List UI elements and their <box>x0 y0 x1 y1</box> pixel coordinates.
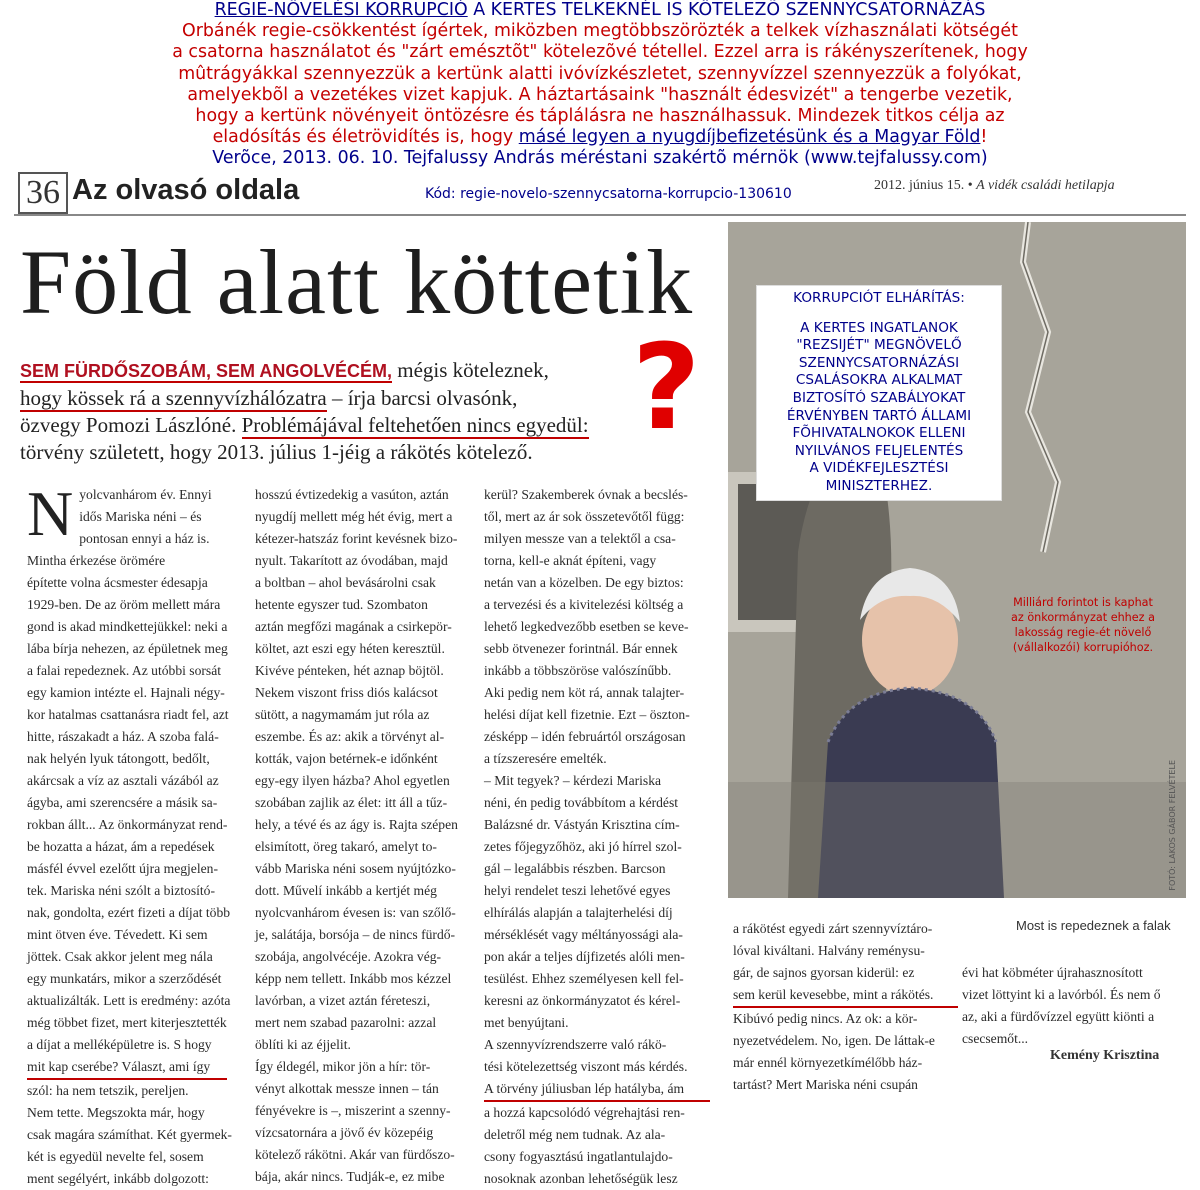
lead-line-3-underlined: Problémájával feltehetően nincs egyedül: <box>241 413 589 437</box>
column-line: sem kerül kevesebbe, mint a rákötés. <box>733 984 958 1008</box>
banner-line-2: Orbánék regie-csökkentést ígértek, miközben megtöbbszörözték a telkek vízhasználati kötségét <box>182 21 1018 42</box>
header-banner <box>0 0 1200 170</box>
column-line: a hozzá kapcsolódó végrehajtási ren- <box>484 1105 685 1120</box>
column-line: nak, gondolta, ezért fizeti a díjat több <box>27 905 231 920</box>
column-line: Nekem viszont friss diós kalácsot <box>255 685 438 700</box>
column-line: torna, kell-e aknát építeni, vagy <box>484 553 657 568</box>
lead-line-2-underlined: hogy kössek rá a szennyvízhálózatra <box>20 386 327 410</box>
column-line: szobája, angolvécéje. Azokra vég- <box>255 949 442 964</box>
banner-line-3: a csatorna használatot és "zárt emésztõt" kötelezõvé tétellel. Ezzel arra is rákényszerítenek, hogy <box>172 42 1028 63</box>
banner-line-7-underlined: másé legyen a nyugdíjbefizetésünk és a Magyar Föld <box>518 127 981 148</box>
column-line: keresni az önkormányzatot és kérel- <box>484 993 681 1008</box>
red-note-line: lakosság regie-ét növelő <box>1014 626 1152 639</box>
column-line: csony fogyasztású ingatlantulajdo- <box>484 1149 673 1164</box>
ground-shadow <box>728 782 1186 898</box>
column-line: nyult. Takarított az óvodában, majd <box>255 553 448 568</box>
article-column-5 <box>962 962 1182 1050</box>
column-line: be hozatta a házat, ám a repedések <box>27 839 215 854</box>
banner-line-5: amelyekbõl a vezetékes vizet kapjuk. A háztartásaink "használt édesvizét" a tengerbe vezetik, <box>187 84 1013 105</box>
lead-line-4: törvény született, hogy 2013. július 1-jéig a rákötés kötelező. <box>20 440 533 464</box>
column-line: pon akár a teljes díjfizetés alóli men- <box>484 949 685 964</box>
column-line: met benyújtani. <box>484 1015 569 1030</box>
column-line: Kivéve pénteken, hét aznap böjtöl. <box>255 663 444 678</box>
lead-line-2-rest: – írja barcsi olvasónk, <box>326 386 518 410</box>
document-code: Kód: regie-novelo-szennycsatorna-korrupcio-130610 <box>425 186 792 202</box>
column-line: Kibúvó pedig nincs. Az ok: a kör- <box>733 1011 918 1026</box>
column-line: nyolcvanhárom évesen is: van szőlő- <box>255 905 456 920</box>
notice-line: NYILVÁNOS FELJELENTÉS <box>794 442 964 459</box>
banner-line-4: mûtrágyákkal szennyezzük a kertünk alatti ivóvízkészletet, szennyvízzel szennyezzük a folyókat, <box>178 63 1022 84</box>
column-line: vényt alkottak messze innen – tán <box>255 1081 439 1096</box>
column-line: lába bírja nehezen, az épületnek meg <box>27 641 228 656</box>
column-line: gál – legalábbis részben. Barcson <box>484 861 666 876</box>
photo-credit: FOTÓ: LAKOS GÁBOR FELVÉTELE <box>1168 760 1177 891</box>
column-line: tési kötelezettség viszont más kérdés. <box>484 1059 688 1074</box>
red-note-line: (vállalkozói) korrupióhoz. <box>1012 641 1154 654</box>
column-line: szól: ha nem tetszik, pereljen. <box>27 1083 189 1098</box>
column-line: építette volna ácsmester édesapja <box>27 575 208 590</box>
column-line: másfél évvel ezelőtt újra megjelen- <box>27 861 218 876</box>
column-line: netán van a közelben. De egy biztos: <box>484 575 684 590</box>
column-line: nosoknak azonban lehetőségük lesz <box>484 1171 678 1186</box>
column-line: jöttek. Csak akkor jelent meg nála <box>27 949 213 964</box>
column-line: lóval kiváltani. Halvány reménysu- <box>733 943 925 958</box>
column-line: néni, én pedig továbbítom a kérdést <box>484 795 679 810</box>
column-line: – Mit tegyek? – kérdezi Mariska <box>484 773 662 788</box>
header-rule <box>14 214 1186 216</box>
article-column-3 <box>484 484 710 1190</box>
column-line: a rákötést egyedi zárt szennyvíztáro- <box>733 921 933 936</box>
column-line: egy munkatárs, mikor a szerződését <box>27 971 222 986</box>
column-line: szobában zajlik az élet: itt áll a tűz- <box>255 795 448 810</box>
notice-line: CSALÁSOKRA ALKALMAT <box>795 372 963 389</box>
article-column-4 <box>733 918 958 1096</box>
column-line: Aki pedig nem köt rá, annak talajter- <box>484 685 685 700</box>
lead-caps: SEM FÜRDŐSZOBÁM, SEM ANGOLVÉCÉM, <box>20 361 393 381</box>
banner-line-7a: eladósítás és életrövidítés is, hogy <box>212 127 519 148</box>
dateline <box>874 178 1115 194</box>
column-line: tesülést. Ehhez személyesen kell fel- <box>484 971 684 986</box>
red-note-line: Milliárd forintot is kaphat <box>1013 596 1153 609</box>
column-line: hosszú évtizedekig a vasúton, aztán <box>255 487 449 502</box>
notice-line: A KERTES INGATLANOK <box>800 319 958 336</box>
column-line: már ennél környezetkímélőbb ház- <box>733 1055 923 1070</box>
column-line: A szennyvízrendszerre való rákö- <box>484 1037 667 1052</box>
column-line: Így éldegél, mikor jön a hír: tör- <box>255 1059 431 1074</box>
section-title: Az olvasó oldala <box>72 174 300 206</box>
banner-signature-line: Verõce, 2013. 06. 10. Tejfalussy András méréstani szakértõ mérnök (www.tejfalussy.com) <box>212 148 988 169</box>
banner-title-underlined: REGIE-NÖVELÉSI KORRUPCIÓ <box>214 0 468 20</box>
column-line: a falai repedeznek. Az utóbbi sorsát <box>27 663 222 678</box>
column-line: vizet löttyint ki a lavórból. És nem ő <box>962 987 1161 1002</box>
column-line: gár, de sajnos gyorsan kiderül: ez <box>733 965 915 980</box>
column-line: milyen messze van a telektől a csa- <box>484 531 676 546</box>
lead-line-3a: özvegy Pomozi Lászlóné. <box>20 413 242 437</box>
notice-line: "REZSIJÉT" MEGNÖVELŐ <box>796 337 962 354</box>
column-line: idős Mariska néni – és <box>79 509 202 524</box>
column-line: a tízszeresére emelték. <box>484 751 607 766</box>
column-line: inkább a többszöröse valószínűbb. <box>484 663 672 678</box>
column-line: bája, akár nincs. Tudják-e, ez mibe <box>255 1169 445 1184</box>
column-line: csecsemőt... <box>962 1031 1029 1046</box>
column-line: ment segélyért, inkább dolgozott: <box>27 1171 209 1186</box>
column-line: hetente egyszer tud. Szombaton <box>255 597 428 612</box>
page-number: 36 <box>18 172 68 214</box>
column-line: A törvény júliusban lép hatályba, ám <box>484 1078 710 1102</box>
banner-title-rest: A KERTES TELKEKNÉL IS KÖTELEZÕ SZENNYCSATORNÁZÁS <box>467 0 986 20</box>
column-line: lavórban, a vizet aztán féreteszi, <box>255 993 431 1008</box>
column-line: lehető legkedvezőbb esetben se keve- <box>484 619 689 634</box>
column-line: mint ötven éve. Tévedett. Ki sem <box>27 927 208 942</box>
column-line: helyi rendelet teszi lehetővé egyes <box>484 883 671 898</box>
question-mark-annotation: ? <box>632 318 701 456</box>
column-line: tek. Mariska néni szólt a biztosító- <box>27 883 216 898</box>
column-line: rokban állt... Az önkormányzat rend- <box>27 817 228 832</box>
column-line: elhírálás alapján a talajterhelési díj <box>484 905 673 920</box>
column-line: öblíti ki az éjjelit. <box>255 1037 351 1052</box>
column-line: mérséklését vagy méltányossági ala- <box>484 927 683 942</box>
notice-line: BIZTOSÍTÓ SZABÁLYOKAT <box>792 389 966 406</box>
column-line: sebb ötvenezer forintnál. Bár ennek <box>484 641 678 656</box>
column-line: nyezetvédelem. No, igen. De láttak-e <box>733 1033 935 1048</box>
column-line: től, mert az ár sok összetevőtől függ: <box>484 509 685 524</box>
column-line: Balázsné dr. Vástyán Krisztina cím- <box>484 817 680 832</box>
column-line: költet, azt eszi egy héten keresztül. <box>255 641 445 656</box>
column-line: két is egyedül nevelte fel, sosem <box>27 1149 204 1164</box>
column-line: fényévekre is –, miszerint a szenny- <box>255 1103 451 1118</box>
paper-name: A vidék családi hetilapja <box>976 178 1115 193</box>
column-line: aktualizálták. Lett is eredmény: azóta <box>27 993 231 1008</box>
banner-line-7c: ! <box>980 127 988 148</box>
column-line: akárcsak a víz az asztali vázából az <box>27 773 219 788</box>
column-line: egy kamion intézte el. Hajnali négy- <box>27 685 225 700</box>
column-line: Mintha érkezése örömére <box>27 553 166 568</box>
column-line: je, salátája, borsója – de nincs fürdő- <box>255 927 456 942</box>
column-line: nyugdíj mellett még hét évig, mert a <box>255 509 453 524</box>
column-line: tartást? Mert Mariska néni csupán <box>733 1077 918 1092</box>
column-line: gond is akad mindkettejükkel: neki a <box>27 619 228 634</box>
notice-line: ÉRVÉNYBEN TARTÓ ÁLLAMI <box>786 407 972 424</box>
column-line: még többet fizet, mert kiterjesztették <box>27 1015 227 1030</box>
column-line: aztán megfőzi magának a csirkepör- <box>255 619 452 634</box>
column-line: vább Mariska néni sosem nyújtózko- <box>255 861 456 876</box>
column-line: kötelező rákötni. Akár van fürdőszo- <box>255 1147 455 1162</box>
column-line: zetes főjegyzőhöz, aki jó hírrel szol- <box>484 839 682 854</box>
column-line: a díjat a melléképületre is. S hogy <box>27 1037 212 1052</box>
column-line: nak helyén lyuk tátongott, bedőlt, <box>27 751 210 766</box>
notice-line: A VIDÉKFEJLESZTÉSI <box>809 460 949 477</box>
column-line: hitte, rászakadt a ház. A szoba falá- <box>27 729 219 744</box>
lead-line-1-rest: mégis köteleznek, <box>392 358 549 382</box>
column-line: deletről még nem tudnak. Az ala- <box>484 1127 666 1142</box>
column-line: vízcsatornára a jövő év közepéig <box>255 1125 434 1140</box>
column-line: kották, vajon betérnek-e időnként <box>255 751 438 766</box>
column-line: eszembe. És az: akik a törvényt al- <box>255 729 445 744</box>
column-line: kétezer-hatszáz forint kevésnek bizo- <box>255 531 458 546</box>
column-line: mert nem szabad pazarolni: azzal <box>255 1015 437 1030</box>
notice-line: MINISZTERHEZ. <box>825 477 933 494</box>
column-line: dott. Művelí inkább a kertjét még <box>255 883 437 898</box>
photo-caption: Most is repedeznek a falak <box>1016 918 1171 933</box>
column-line: a boltban – ahol bevásárolni csak <box>255 575 436 590</box>
column-line: évi hat köbméter újrahasznosított <box>962 965 1143 980</box>
drop-cap: N <box>27 478 74 549</box>
column-line: 1929-ben. De az öröm mellett mára <box>27 597 221 612</box>
author-name: Kemény Krisztina <box>1050 1048 1160 1063</box>
column-line: elsimított, öreg takaró, amelyt to- <box>255 839 437 854</box>
article-column-2 <box>255 484 475 1188</box>
banner-line-6: hogy a kertünk növényeit öntözésre és táplálásra ne használhassuk. Mindezek titkos célja az <box>195 106 1005 127</box>
column-line: kor hatalmas csattanásra riadt fel, azt <box>27 707 229 722</box>
column-line: kerül? Szakemberek óvnak a becslés- <box>484 487 688 502</box>
column-line: az, aki a fürdővízzel együtt kiönti a <box>962 1009 1155 1024</box>
column-line: hely, a tévé és az ágy is. Rajta szépen <box>255 817 458 832</box>
column-line: sütött, a nagymamám jut róla az <box>255 707 430 722</box>
column-line: helési díjat kell fizetnie. Ezt – öszton- <box>484 707 690 722</box>
column-line: Nem tette. Megszokta már, hogy <box>27 1105 205 1120</box>
notice-line: FÕHIVATALNOKOK ELLENI <box>792 425 966 442</box>
article-headline: Föld alatt köttetik <box>20 231 694 333</box>
column-line: csak magára számíthat. Két gyermek- <box>27 1127 232 1142</box>
column-line: a tervezési és a kivitelezési költség a <box>484 597 684 612</box>
red-note-line: az önkormányzat ehhez a <box>1011 611 1155 624</box>
column-line: zésképp – idén februártól országosan <box>484 729 686 744</box>
notice-title: KORRUPCIÓT ELHÁRÍTÁS: <box>793 290 965 306</box>
article-column-1 <box>27 478 232 1190</box>
column-line: egy-egy ilyen házba? Ahol egyetlen <box>255 773 450 788</box>
notice-line: SZENNYCSATORNÁZÁSI <box>798 354 960 371</box>
column-line: képp nem tellett. Inkább mos kézzel <box>255 971 452 986</box>
column-line: ágyba, ami szerencsére a másik sa- <box>27 795 218 810</box>
column-line: pontosan ennyi a ház is. <box>79 531 210 546</box>
corruption-notice-box <box>756 285 1002 501</box>
issue-date: 2012. június 15. • <box>874 178 973 193</box>
column-line: mit kap cserébe? Választ, ami így <box>27 1056 227 1080</box>
photo-red-note <box>985 595 1181 655</box>
column-line: yolcvanhárom év. Ennyi <box>79 487 212 502</box>
article-lead <box>20 357 630 466</box>
